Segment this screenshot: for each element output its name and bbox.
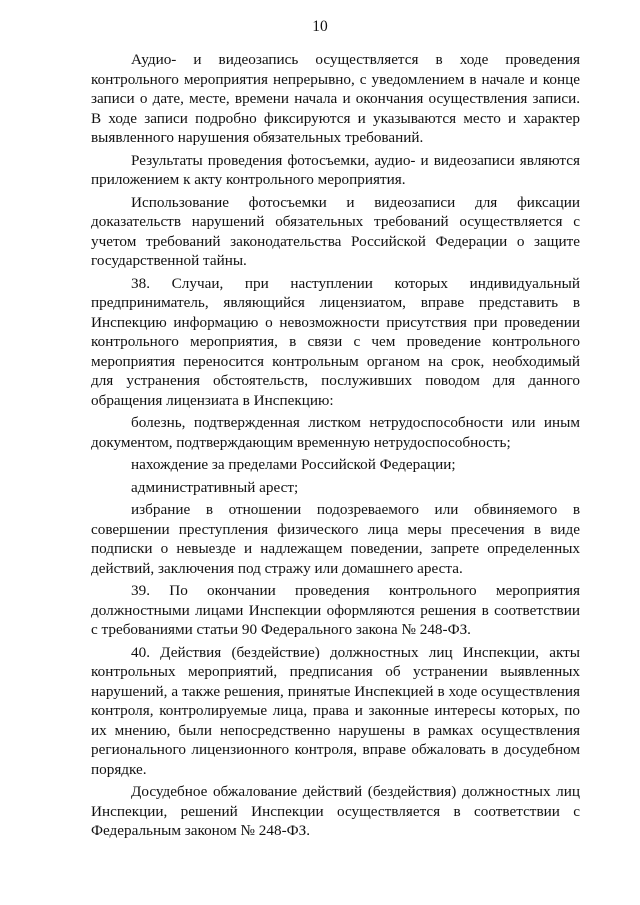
paragraph-recording-continuous: Аудио- и видеозапись осуществляется в ходе проведения контрольного мероприятия непрерывно, с уведомлением в начале и конце записи о дате, месте, времени начала и окончания осуществления записи. В ходе записи подробно фиксируются и указываются место и характер выявленного нарушения обязательных требований. [91,51,580,146]
paragraph-arrest: административный арест; [131,478,299,496]
paragraph-recording-results: Результаты проведения фотосъемки, аудио- и видеозаписи являются приложением к акту контрольного мероприятия. [91,151,580,188]
document-body [91,50,580,841]
paragraph-pretrial-appeal: Досудебное обжалование действий (бездействия) должностных лиц Инспекции, решений Инспекции осуществляется в соответствии с Федеральным законом № 248-ФЗ. [91,783,580,839]
paragraph-item-40: 40. Действия (бездействие) должностных лиц Инспекции, акты контрольных мероприятий, предписания об устранении выявленных нарушений, а также решения, принятые Инспекцией в ходе осуществления контроля, контролируемые лица, права и законные интересы которых, по их мнению, были непосредственно нарушены в рамках осуществления регионального лицензионного контроля, вправе обжаловать в досудебном порядке. [91,643,580,778]
paragraph-item-38: 38. Случаи, при наступлении которых индивидуальный предприниматель, являющийся лицензиатом, вправе представить в Инспекцию информацию о невозможности присутствия при проведении контрольного мероприятия, в связи с чем проведение контрольного мероприятия переносится контрольным органом на срок, необходимый для устранения обстоятельств, послуживших поводом для данного обращения лицензиата в Инспекцию: [91,274,580,409]
paragraph-illness: болезнь, подтвержденная листком нетрудоспособности или иным документом, подтверждающим временную нетрудоспособность; [91,414,580,451]
paragraph-preventive-measure: избрание в отношении подозреваемого или обвиняемого в совершении преступления физического лица меры пресечения в виде подписки о невыезде и надлежащем поведении, запрете определенных действий, заключения под стражу или домашнего ареста. [91,501,580,577]
paragraph-state-secret: Использование фотосъемки и видеозаписи для фиксации доказательств нарушений обязательных требований осуществляется с учетом требований законодательства Российской Федерации о защите государственной тайны. [91,193,580,269]
paragraph-item-39: 39. По окончании проведения контрольного мероприятия должностными лицами Инспекции оформляются решения в соответствии с требованиями статьи 90 Федерального закона № 248-ФЗ. [91,582,580,638]
page-number: 10 [312,18,328,35]
paragraph-abroad: нахождение за пределами Российской Федерации; [131,456,456,473]
